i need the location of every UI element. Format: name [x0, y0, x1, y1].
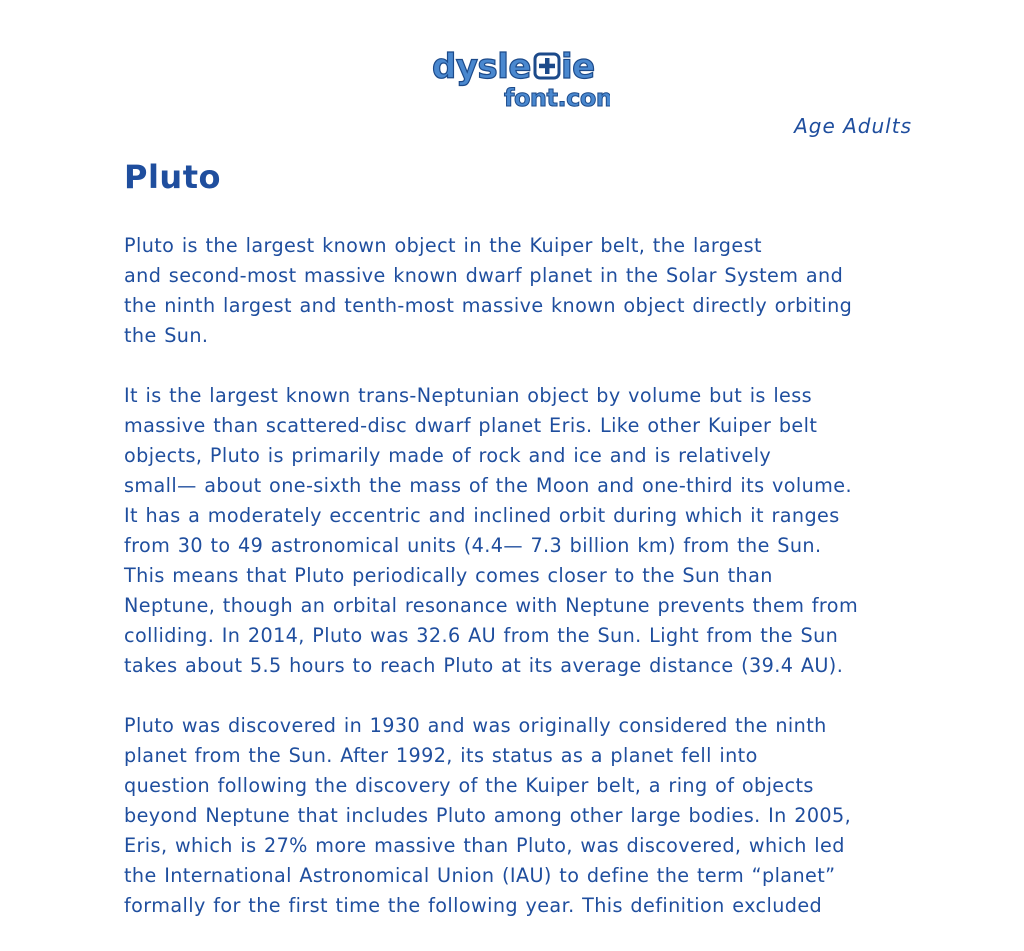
logo-plus-icon — [535, 54, 559, 78]
paragraph-3: Pluto was discovered in 1930 and was originally considered the ninth planet from the Sun. After 1992, its status as a planet fell into question following the discovery of the Kuiper belt, a ring of objects beyond Neptune that includes Pluto among other large bodies. In 2005, Eris, which is 27% more massive than Pluto, was discovered, which led the International Astronomical Union (IAU) to define the term “planet” formally for the first time the following year. This definition excluded — [124, 714, 852, 917]
document-body — [124, 231, 924, 951]
paragraph-2: It is the largest known trans-Neptunian object by volume but is less massive than scattered-disc dwarf planet Eris. Like other Kuiper belt objects, Pluto is primarily made of rock and ice and is relatively small— about one-sixth the mass of the Moon and one-third its volume. It has a moderately eccentric and inclined orbit during which it ranges from 30 to 49 astronomical units (4.4— 7.3 billion km) from the Sun. This means that Pluto periodically comes closer to the Sun than Neptune, though an orbital resonance with Neptune prevents them from colliding. In 2014, Pluto was 32.6 AU from the Sun. Light from the Sun takes about 5.5 hours to reach Pluto at its average distance (39.4 AU). — [124, 384, 859, 677]
document-title: Pluto — [124, 158, 221, 196]
logo-word-ie: ie — [561, 47, 595, 87]
logo-word-dysle: dysle — [432, 47, 531, 87]
age-label: Age Adults — [794, 114, 912, 138]
dyslexie-font-logo[interactable] — [430, 42, 610, 116]
dyslexie-logo-graphic — [430, 42, 610, 116]
logo-word-fontcom: font.com — [504, 84, 610, 112]
paragraph-1: Pluto is the largest known object in the Kuiper belt, the largest and second-most massive known dwarf planet in the Solar System and the ninth largest and tenth-most massive known object directly orbiting the Sun. — [124, 234, 853, 347]
